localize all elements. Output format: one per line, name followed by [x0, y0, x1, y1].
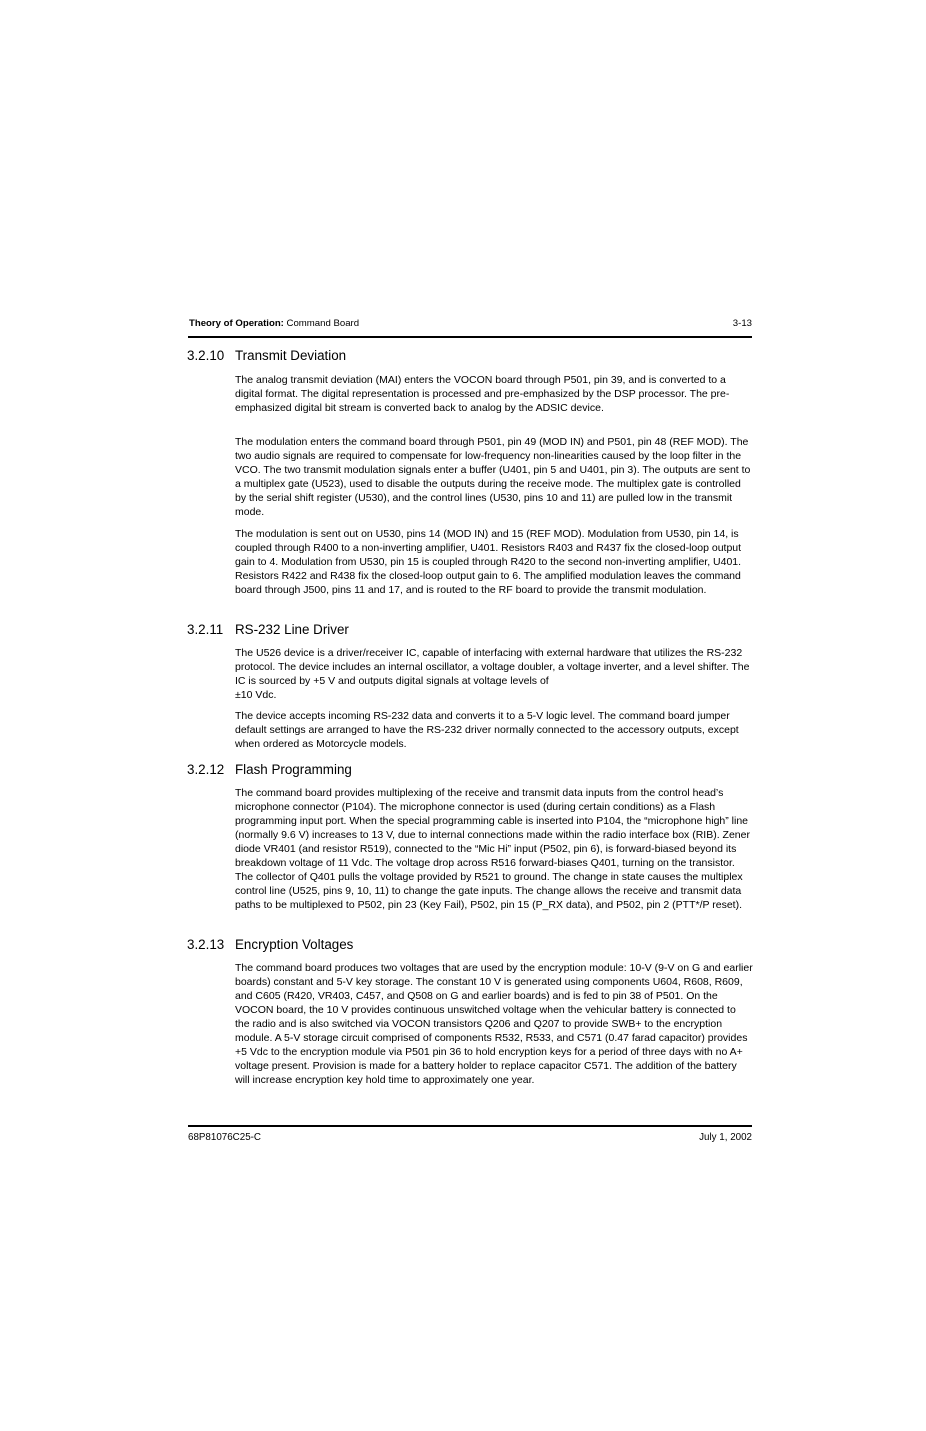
paragraph: The command board provides multiplexing of the receive and transmit data inputs from the control head’s microphone connector (P104). The microphone connector is used (during certain conditions) as a Flash programming input port. When the special programming cable is inserted into P104, the “microphone high” line (normally 9.6 V) increases to 13 V, due to internal connections made within the radio interface box (RIB). Zener diode VR401 (and resistor R519), connected to the “Mic Hi” input (P502, pin 6), is forward-biased beyond its breakdown voltage of 11 Vdc. The voltage drop across R516 forward-biases Q401, turning on the transistor. The collector of Q401 pulls the voltage provided by R521 to ground. The change in state causes the multiplex control line (U525, pins 9, 10, 11) to change the gate inputs. The change allows the receive and transmit data paths to be multiplexed to P502, pin 23 (Key Fail), P502, pin 15 (P_RX data), and P502, pin 2 (PTT*/P reset).: [235, 787, 750, 911]
section-title: RS-232 Line Driver: [235, 622, 349, 637]
paragraph: ±10 Vdc.: [235, 689, 277, 701]
section-heading-encryption-voltages: [187, 937, 353, 952]
section-number: 3.2.11: [187, 622, 224, 637]
section-title: Encryption Voltages: [235, 937, 354, 952]
paragraph: The device accepts incoming RS-232 data and converts it to a 5-V logic level. The command board jumper default settings are arranged to have the RS-232 driver normally connected to the accessory outputs, except when ordered as Motorcycle models.: [235, 710, 739, 750]
section-title: Flash Programming: [235, 762, 352, 777]
paragraph: The analog transmit deviation (MAI) enters the VOCON board through P501, pin 39, and is converted to a digital format. The digital representation is processed and pre-emphasized by the DSP processor. The pre-emphasized digital bit stream is converted back to analog by the ADSIC device.: [235, 374, 730, 414]
section-title: Transmit Deviation: [235, 348, 347, 363]
paragraph: The U526 device is a driver/receiver IC, capable of interfacing with external hardware that utilizes the RS-232 protocol. The device includes an internal oscillator, a voltage doubler, a voltage inverter, and a level shifter. The IC is sourced by +5 V and outputs digital signals at voltage levels of: [235, 647, 750, 687]
paragraph: The modulation enters the command board through P501, pin 49 (MOD IN) and P501, pin 48 (REF MOD). The two audio signals are required to compensate for low-frequency non-linearities caused by the loop filter in the VCO. The two transmit modulation signals enter a buffer (U401, pin 5 and U401, pin 3). The outputs are sent to a multiplex gate (U523), used to disable the outputs during the receive mode. The multiplex gate is controlled by the serial shift register (U530), and the control lines (U530, pins 10 and 11) are pulled low in the transmit mode.: [235, 436, 751, 518]
section-number: 3.2.10: [187, 348, 225, 363]
publication-date: July 1, 2002: [699, 1132, 752, 1143]
paragraph: The command board produces two voltages that are used by the encryption module: 10-V (9-V on G and earlier boards) constant and 5-V key storage. The constant 10 V is generated using components U604, R608, R609, and C605 (R420, VR403, C457, and Q508 on G and earlier boards) and is fed to pin 38 of P501. On the VOCON board, the 10 V provides continuous unswitched voltage when the vehicular battery is connected to the radio and is also switched via VOCON transistors Q206 and Q207 to provide SWB+ to the encryption module. A 5-V storage circuit comprised of components R532, R533, and C571 (0.47 farad capacitor) provides +5 Vdc to the encryption module via P501 pin 36 to hold encryption keys for a period of three days with no A+ voltage present. Provision is made for a battery holder to replace capacitor C571. The addition of the battery will increase encryption key hold time to approximately one year.: [235, 962, 753, 1086]
section-heading-rs232-line-driver: [187, 622, 349, 637]
page-header: [188, 316, 752, 338]
section-number: 3.2.13: [187, 937, 225, 952]
header-chapter: Theory of Operation:: [189, 318, 284, 329]
page-number: 3-13: [732, 318, 752, 329]
section-heading-flash-programming: [187, 762, 352, 777]
header-title: [189, 318, 359, 329]
document-number: 68P81076C25-C: [188, 1132, 261, 1143]
paragraph: The modulation is sent out on U530, pins 14 (MOD IN) and 15 (REF MOD). Modulation from U530, pin 14, is coupled through R400 to a non-inverting amplifier, U401. Resistors R403 and R437 fix the closed-loop output gain to 4. Modulation from U530, pin 15 is coupled through R420 to the second non-inverting amplifier, U401. Resistors R422 and R438 fix the closed-loop output gain to 6. The amplified modulation leaves the command board through J500, pins 11 and 17, and is routed to the RF board to provide the transmit modulation.: [235, 528, 742, 596]
section-heading-transmit-deviation: [187, 348, 346, 363]
header-section: Command Board: [286, 318, 360, 329]
section-number: 3.2.12: [187, 762, 225, 777]
footer-rule: [188, 1125, 752, 1127]
